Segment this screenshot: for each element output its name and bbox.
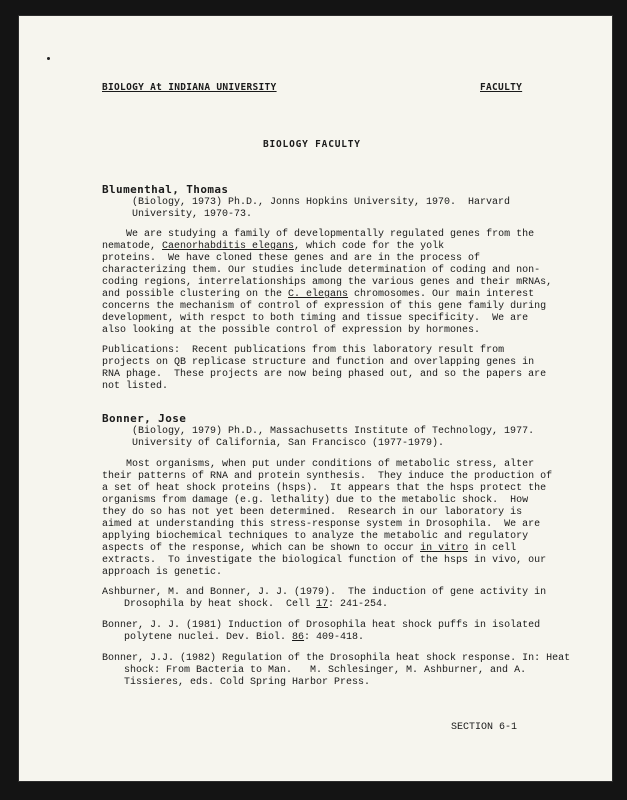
publications-line: RNA phage. These projects are now being phased out, and so the papers are [102, 369, 547, 380]
research-line: and possible clustering on the C. elegans chromosomes. Our main interest [102, 289, 535, 300]
research-line: aimed at understanding this stress-response system in Drosophila. We are [102, 519, 541, 530]
research-line: applying biochemical techniques to analyze the metabolic and regulatory [102, 531, 529, 542]
reference-line: polytene nuclei. Dev. Biol. 86: 409-418. [124, 632, 365, 643]
credentials-line: (Biology, 1979) Ph.D., Massachusetts Institute of Technology, 1977. [132, 426, 535, 437]
credentials-line: University of California, San Francisco (1977-1979). [132, 438, 445, 449]
research-line: characterizing them. Our studies include determination of coding and non- [102, 265, 541, 276]
research-line: a set of heat shock proteins (hsps). It appears that the hsps protect the [102, 483, 547, 494]
research-line: Most organisms, when put under conditions of metabolic stress, alter [102, 459, 535, 470]
publications-line: projects on QB replicase structure and function and overlapping genes in [102, 357, 535, 368]
research-line: We are studying a family of developmentally regulated genes from the [102, 229, 535, 240]
reference-line: Tissieres, eds. Cold Spring Harbor Press. [124, 677, 371, 688]
publications-line: Publications: Recent publications from this laboratory result from [102, 345, 505, 356]
latin-term: in vitro [420, 543, 469, 554]
research-line: also looking at the possible control of expression by hormones. [102, 325, 481, 336]
research-line: coding regions, interrelationships among the various genes and their mRNAs, [102, 277, 553, 288]
credentials-line: (Biology, 1973) Ph.D., Jonns Hopkins University, 1970. Harvard [132, 197, 511, 208]
research-line: concerns the mechanism of control of expression of this gene family during [102, 301, 547, 312]
faculty-name-bonner: Bonner, Jose [102, 412, 187, 425]
research-line: they do so has not yet been determined. Research in our laboratory is [102, 507, 523, 518]
research-line: approach is genetic. [102, 567, 223, 578]
research-line: development, with respct to both timing and tissue specificity. We are [102, 313, 529, 324]
stray-mark [47, 57, 50, 60]
reference-line: Bonner, J.J. (1982) Regulation of the Drosophila heat shock response. In: Heat [102, 653, 571, 664]
reference-line: shock: From Bacteria to Man. M. Schlesinger, M. Ashburner, and A. [124, 665, 527, 676]
faculty-name-blumenthal: Blumenthal, Thomas [102, 183, 229, 196]
credentials-line: University, 1970-73. [132, 209, 253, 220]
volume-number: 86 [292, 632, 305, 643]
volume-number: 17 [316, 599, 329, 610]
species-name: C. elegans [288, 289, 349, 300]
species-name: Caenorhabditis elegans [162, 241, 295, 252]
document-page [18, 15, 613, 782]
research-line: their patterns of RNA and protein synthesis. They induce the production of [102, 471, 553, 482]
header-left: BIOLOGY At INDIANA UNIVERSITY [102, 82, 277, 93]
research-line: nematode, Caenorhabditis elegans, which code for the yolk [102, 241, 445, 252]
reference-line: Bonner, J. J. (1981) Induction of Drosophila heat shock puffs in isolated [102, 620, 541, 631]
section-footer: SECTION 6-1 [451, 722, 518, 733]
research-line: organisms from damage (e.g. lethality) due to the metabolic shock. How [102, 495, 529, 506]
reference-line: Ashburner, M. and Bonner, J. J. (1979). The induction of gene activity in [102, 587, 547, 598]
research-line: aspects of the response, which can be shown to occur in vitro in cell [102, 543, 517, 554]
header-right: FACULTY [480, 82, 523, 93]
reference-line: Drosophila by heat shock. Cell 17: 241-254. [124, 599, 389, 610]
page-title: BIOLOGY FACULTY [263, 139, 361, 150]
research-line: proteins. We have cloned these genes and are in the process of [102, 253, 481, 264]
publications-line: not listed. [102, 381, 169, 392]
research-line: extracts. To investigate the biological function of the hsps in vivo, our [102, 555, 547, 566]
